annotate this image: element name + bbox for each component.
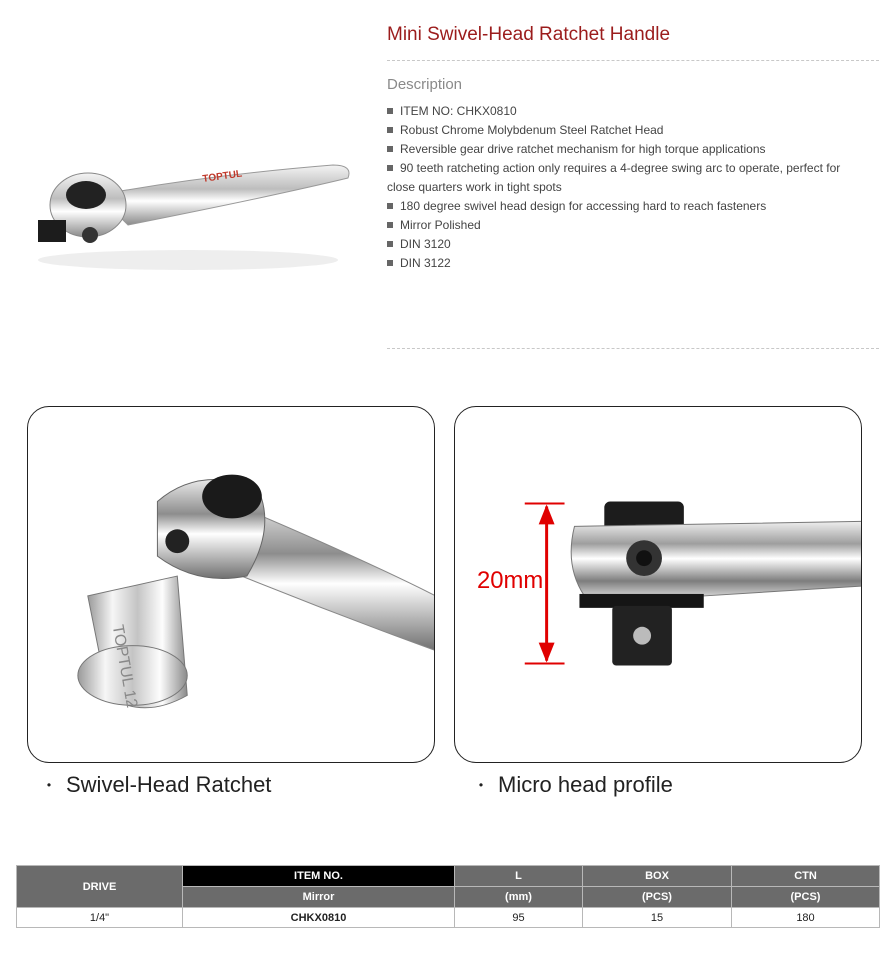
feature-item: DIN 3120 [387, 235, 857, 254]
cell-l: 95 [455, 908, 583, 928]
feature-item: Reversible gear drive ratchet mechanism for high torque applications [387, 140, 857, 159]
header-l: L [455, 866, 583, 887]
cell-ctn: 180 [732, 908, 880, 928]
caption-swivel-head [40, 772, 271, 798]
socket-marking: TOPTUL 12 [108, 623, 141, 710]
bullet-icon: ・ [472, 776, 490, 796]
feature-item: Mirror Polished [387, 216, 857, 235]
feature-item: DIN 3122 [387, 254, 857, 273]
header-ctn: CTN [732, 866, 880, 887]
header-box: BOX [583, 866, 732, 887]
feature-item: Robust Chrome Molybdenum Steel Ratchet Head [387, 121, 857, 140]
feature-item: 180 degree swivel head design for accessing hard to reach fasteners [387, 197, 857, 216]
spec-table [16, 865, 880, 928]
header-drive: DRIVE [17, 866, 183, 908]
micro-head-profile-image-panel [454, 406, 862, 763]
header-box-unit: (PCS) [583, 887, 732, 908]
cell-item-no: CHKX0810 [183, 908, 455, 928]
header-l-unit: (mm) [455, 887, 583, 908]
caption-micro-head [472, 772, 673, 798]
product-image [28, 140, 358, 280]
header-ctn-unit: (PCS) [732, 887, 880, 908]
cell-box: 15 [583, 908, 732, 928]
header-item-sub: Mirror [183, 887, 455, 908]
bullet-icon: ・ [40, 776, 58, 796]
description-heading: Description [387, 76, 463, 93]
feature-list [387, 102, 857, 273]
cell-drive: 1/4" [17, 908, 183, 928]
table-row [17, 908, 880, 928]
dimension-label: 20mm [477, 566, 544, 594]
feature-item: ITEM NO: CHKX0810 [387, 102, 857, 121]
divider [387, 348, 879, 349]
product-title: Mini Swivel-Head Ratchet Handle [387, 24, 671, 45]
feature-item: 90 teeth ratcheting action only requires a 4-degree swing arc to operate, perfect for close quarters work in tight spots [387, 159, 857, 197]
caption-text: Micro head profile [498, 772, 673, 797]
header-item-no: ITEM NO. [183, 866, 455, 887]
brand-logo: TOPTUL [201, 168, 243, 185]
divider [387, 60, 879, 61]
caption-text: Swivel-Head Ratchet [66, 772, 272, 797]
swivel-head-image-panel [27, 406, 435, 763]
